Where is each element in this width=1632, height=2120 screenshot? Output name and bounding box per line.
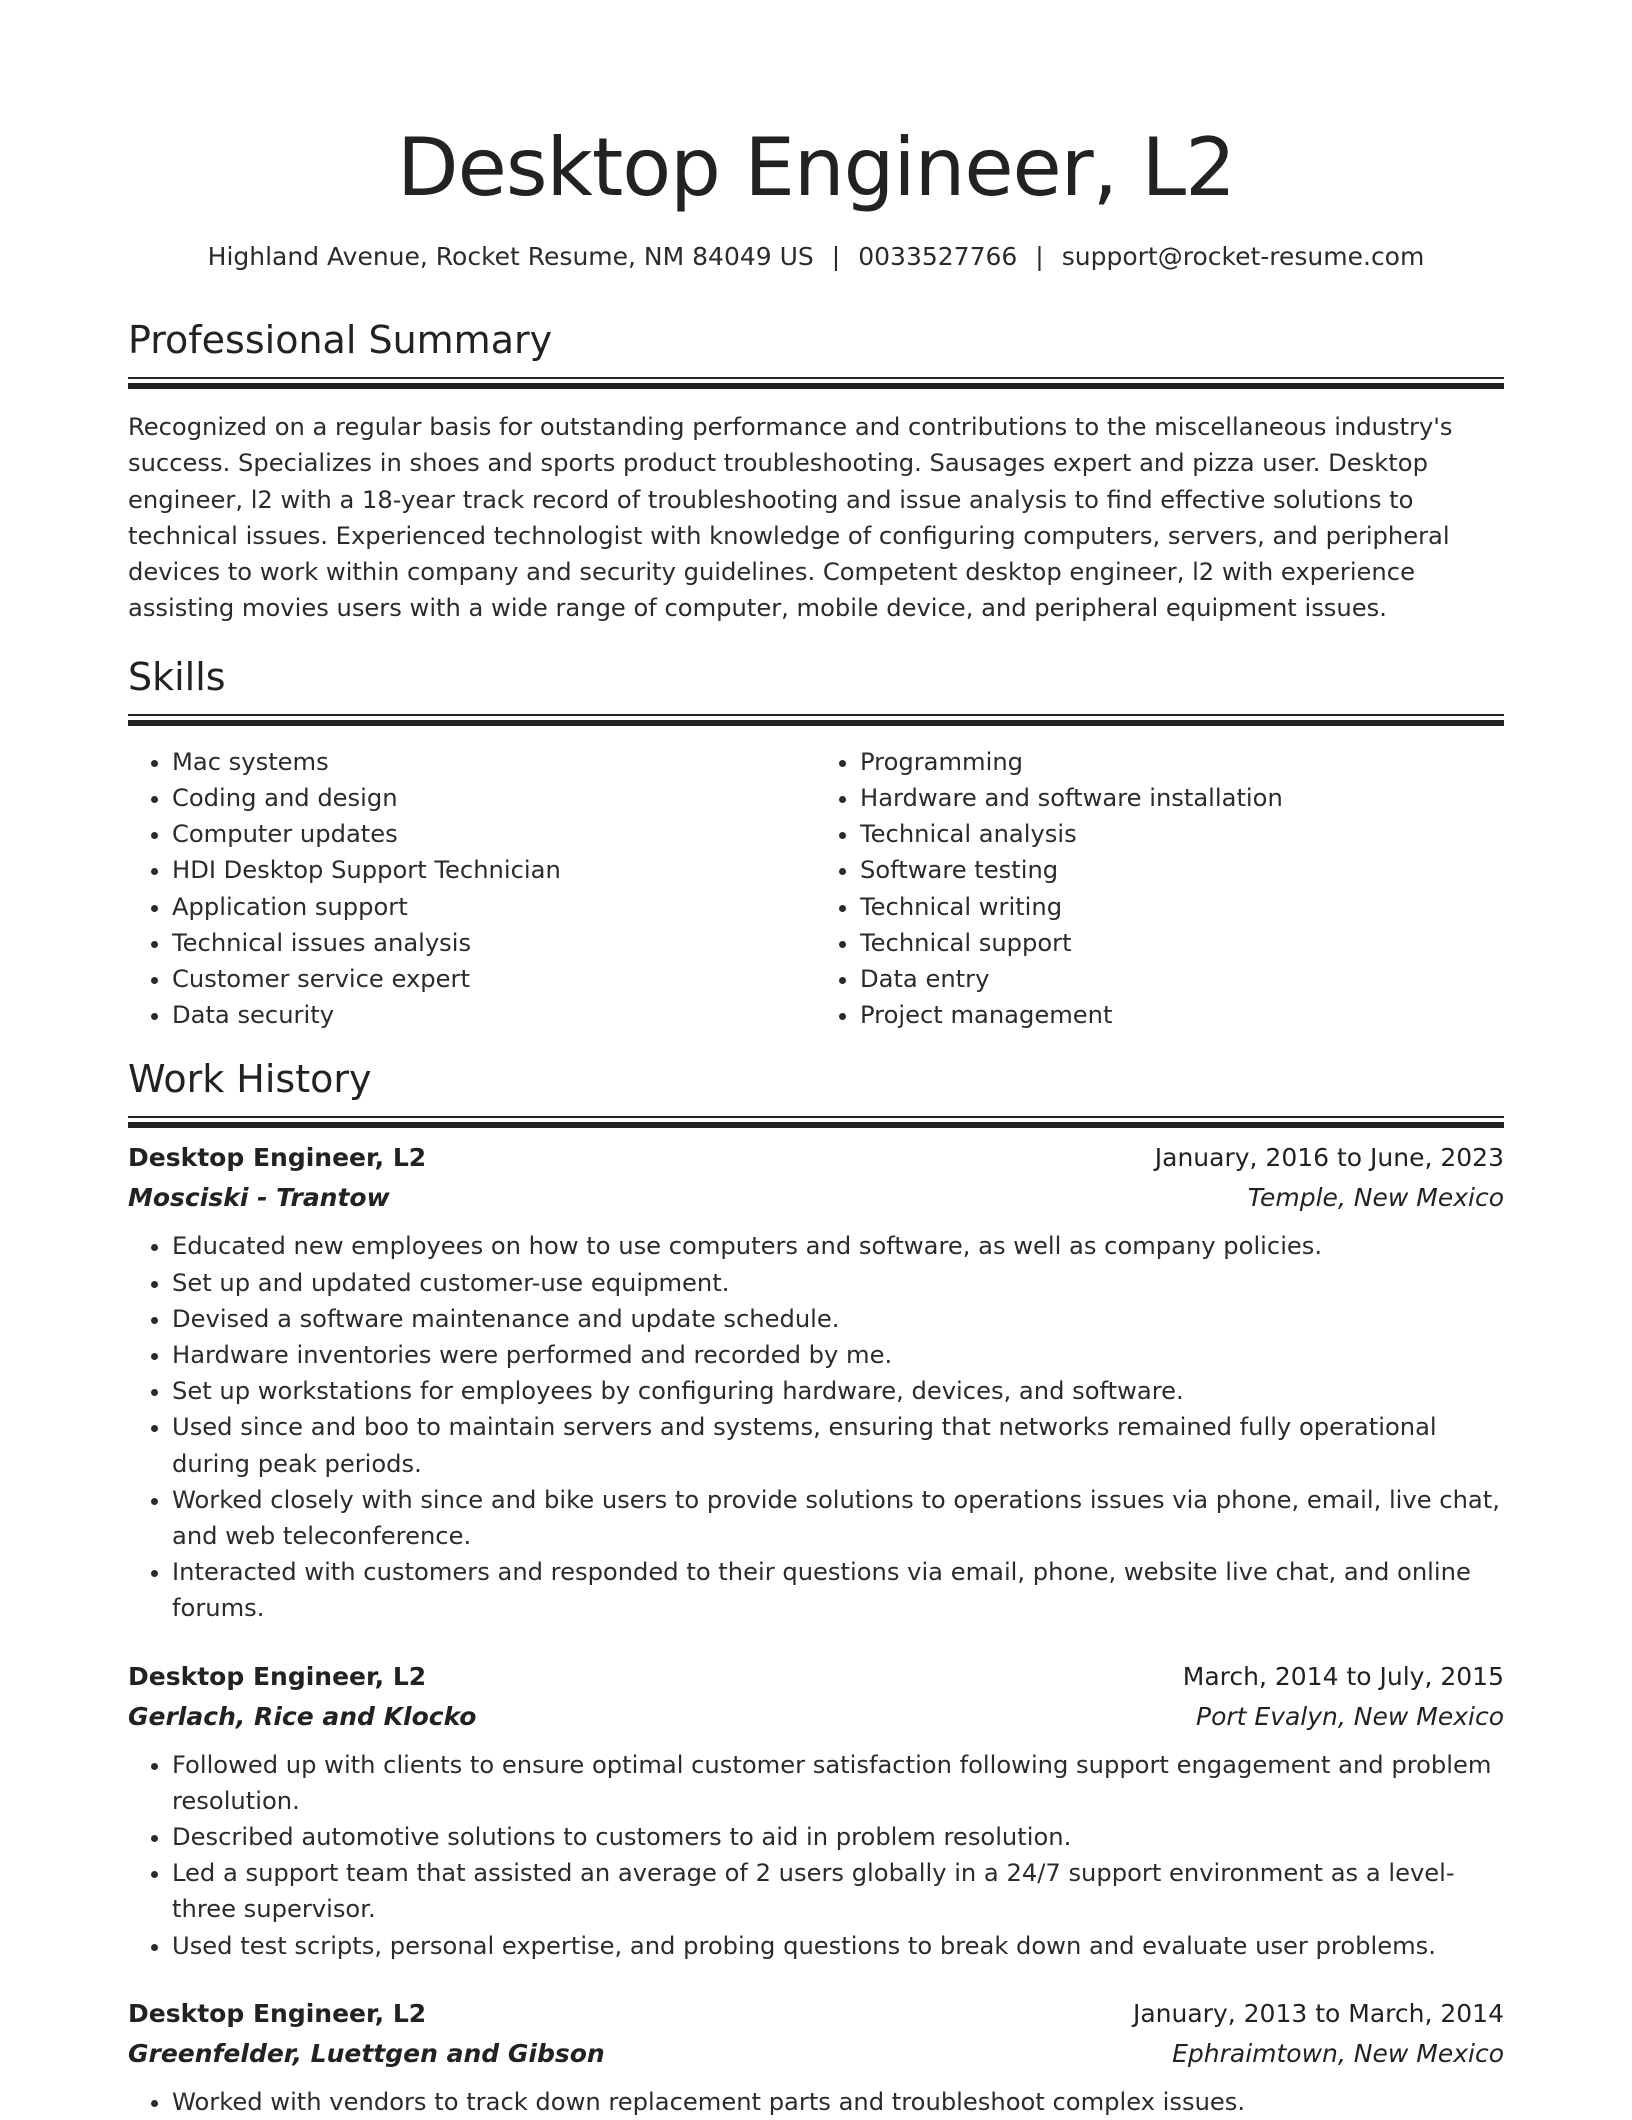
skill-item: • Mac systems (172, 744, 816, 780)
skill-item: • Application support (172, 889, 816, 925)
job-company: Gerlach, Rice and Klocko (128, 1701, 477, 1731)
skill-item: • HDI Desktop Support Technician (172, 852, 816, 888)
skill-item: • Software testing (860, 852, 1504, 888)
skill-item: • Computer updates (172, 816, 816, 852)
job-header (128, 1138, 1504, 1178)
summary-text: Recognized on a regular basis for outstanding performance and contributions to the miscellaneous industry's success. Specializes in shoes and sports product troubleshooting. Sausages expert and pizza user. Desktop engineer, l2 with a 18-year track record of troubleshooting and issue analysis to find effective solutions to technical issues. Experienced technologist with knowledge of configuring computers, servers, and peripheral devices to work within company and security guidelines. Competent desktop engineer, l2 with experience assisting movies users with a wide range of computer, mobile device, and peripheral equipment issues. (128, 413, 1453, 623)
job-title: Desktop Engineer, L2 (128, 1143, 427, 1173)
job-bullet: • Hardware inventories were performed and recorded by me. (172, 1337, 1504, 1373)
job-location: Ephraimtown, New Mexico (1172, 2038, 1504, 2068)
skill-item: • Data entry (860, 961, 1504, 997)
job-entry (128, 1657, 1504, 1964)
job-subheader (128, 1178, 1504, 1218)
job-title: Desktop Engineer, L2 (128, 1998, 427, 2028)
contact-separator: | (1035, 242, 1044, 271)
skill-item: • Project management (860, 997, 1504, 1033)
section-title-work-history: Work History (128, 1057, 372, 1102)
skill-item: • Coding and design (172, 780, 816, 816)
job-subheader (128, 2034, 1504, 2074)
skills-columns (128, 744, 1504, 1034)
job-dates: January, 2016 to June, 2023 (1154, 1143, 1504, 1173)
job-bullet: • Devised a software maintenance and update schedule. (172, 1301, 1504, 1337)
job-bullet: • Educated new employees on how to use computers and software, as well as company policies. (172, 1228, 1504, 1264)
job-entry (128, 1138, 1504, 1626)
job-entry (128, 1994, 1504, 2120)
skill-item: • Data security (172, 997, 816, 1033)
contact-address: Highland Avenue, Rocket Resume, NM 84049 US (207, 242, 814, 271)
skill-item: • Technical support (860, 925, 1504, 961)
professional-summary-section (128, 316, 1504, 627)
section-divider (128, 714, 1504, 716)
job-bullet: • Set up and updated customer-use equipment. (172, 1265, 1504, 1301)
job-bullet: • Worked closely with since and bike users to provide solutions to operations issues via phone, email, live chat, and web teleconference. (172, 1482, 1504, 1554)
resume-name: Desktop Engineer, L2 (397, 121, 1235, 214)
job-bullet: • Followed up with clients to ensure optimal customer satisfaction following support engagement and problem resolution. (172, 1747, 1504, 1819)
work-history-section (128, 1055, 1504, 2120)
contact-line (128, 240, 1504, 274)
section-divider (128, 377, 1504, 379)
job-subheader (128, 1697, 1504, 1737)
job-location: Temple, New Mexico (1247, 1183, 1504, 1213)
skill-item: • Technical writing (860, 889, 1504, 925)
job-dates: March, 2014 to July, 2015 (1182, 1661, 1504, 1691)
skill-item: • Technical analysis (860, 816, 1504, 852)
skills-section (128, 653, 1504, 1034)
job-company: Greenfelder, Luettgen and Gibson (128, 2038, 605, 2068)
job-bullets (128, 1228, 1504, 1626)
job-bullets (128, 1747, 1504, 1964)
job-company: Mosciski - Trantow (128, 1183, 390, 1213)
section-divider (128, 1116, 1504, 1118)
skill-item: • Hardware and software installation (860, 780, 1504, 816)
job-header (128, 1657, 1504, 1697)
contact-phone: 0033527766 (858, 242, 1018, 271)
skill-item: • Customer service expert (172, 961, 816, 997)
section-title-professional-summary: Professional Summary (128, 318, 553, 362)
contact-separator: | (831, 242, 841, 271)
job-title: Desktop Engineer, L2 (128, 1661, 427, 1691)
skills-list-right (816, 744, 1504, 1034)
job-dates: January, 2013 to March, 2014 (1132, 1998, 1504, 2028)
contact-email: support@rocket-resume.com (1061, 242, 1425, 271)
job-bullet: • Used since and boo to maintain servers and systems, ensuring that networks remained fully operational during peak periods. (172, 1409, 1504, 1481)
job-bullet: • Worked with vendors to track down replacement parts and troubleshoot complex issues. (172, 2084, 1504, 2120)
job-bullet: • Described automotive solutions to customers to aid in problem resolution. (172, 1819, 1504, 1855)
skill-item: • Technical issues analysis (172, 925, 816, 961)
job-bullet: • Set up workstations for employees by configuring hardware, devices, and software. (172, 1373, 1504, 1409)
job-bullet: • Led a support team that assisted an average of 2 users globally in a 24/7 support environment as a level-three supervisor. (172, 1855, 1504, 1927)
section-title-skills: Skills (128, 654, 226, 699)
job-bullets (128, 2084, 1504, 2120)
skill-item: • Programming (860, 744, 1504, 780)
job-bullet: • Interacted with customers and responded to their questions via email, phone, website live chat, and online forums. (172, 1554, 1504, 1626)
job-location: Port Evalyn, New Mexico (1196, 1701, 1504, 1731)
job-bullet: • Used test scripts, personal expertise, and probing questions to break down and evaluate user problems. (172, 1928, 1504, 1964)
skills-list-left (128, 744, 816, 1034)
job-header (128, 1994, 1504, 2034)
